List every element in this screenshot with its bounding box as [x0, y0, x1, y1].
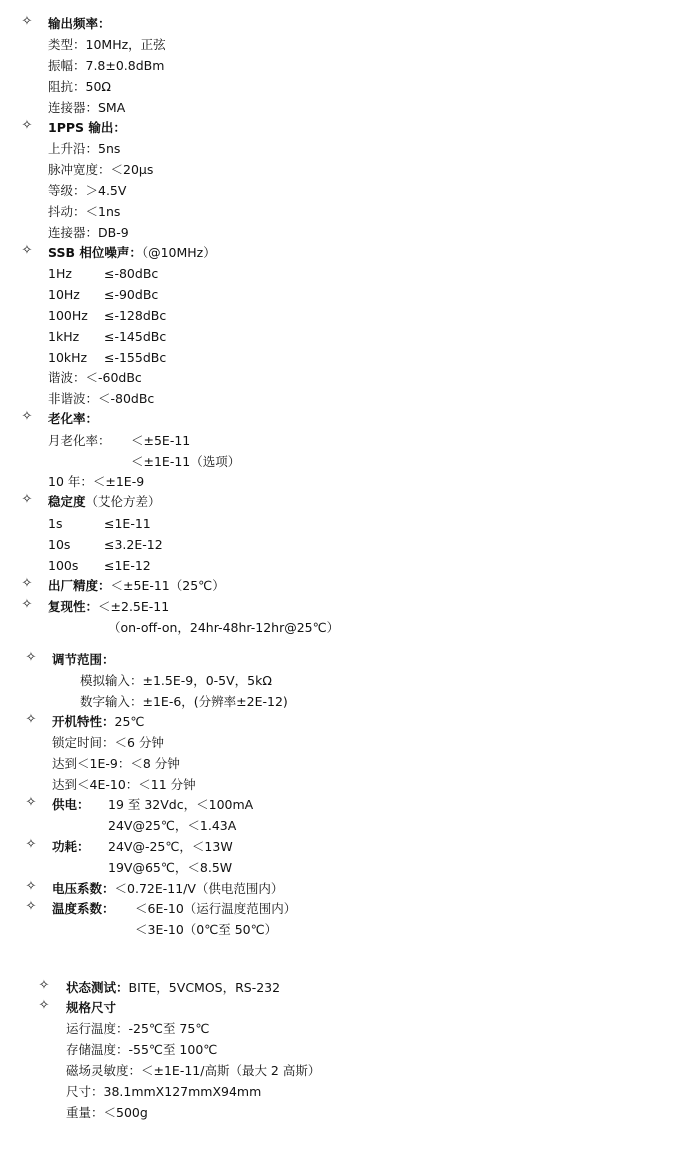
spec-line: 类型：10MHz，正弦: [48, 37, 166, 52]
stability-tau: 10s: [48, 537, 71, 552]
spec-line: 19V@65℃，＜8.5W: [108, 860, 233, 875]
section-title-output-frequency: 输出频率：: [48, 16, 111, 31]
spec-line: 达到＜4E-10：＜11 分钟: [52, 777, 196, 792]
spec-line: 连接器：SMA: [48, 100, 126, 115]
phase-noise-freq: 1Hz: [48, 266, 72, 281]
spec-line: 达到＜1E-9：＜8 分钟: [52, 756, 180, 771]
stability-value: ≤3.2E-12: [104, 537, 163, 552]
phase-noise-value: ≤-80dBc: [104, 266, 159, 281]
bullet-star-icon: ✧: [21, 409, 33, 424]
spec-value: 25℃: [114, 714, 145, 729]
spec-line: 数字输入：±1E-6，(分辨率±2E-12): [80, 694, 288, 709]
spec-line: 振幅：7.8±0.8dBm: [48, 58, 165, 73]
spec-line: 存储温度：-55℃至 100℃: [66, 1042, 218, 1057]
section-title-suffix: （艾伦方差）: [85, 494, 161, 509]
retrace-note: （on-off-on，24hr-48hr-12hr@25℃）: [108, 620, 340, 635]
section-voltage-coefficient: [52, 879, 283, 899]
section-title-ssb-phase-noise: [48, 243, 216, 263]
phase-noise-freq: 10kHz: [48, 350, 88, 365]
spec-line: 模拟输入：±1.5E-9，0-5V，5kΩ: [80, 673, 272, 688]
spec-line: 重量：＜500g: [66, 1105, 148, 1120]
bullet-star-icon: ✧: [21, 597, 33, 612]
section-retrace: [48, 597, 169, 617]
stability-value: ≤1E-12: [104, 558, 151, 573]
bullet-star-icon: ✧: [21, 576, 33, 591]
phase-noise-value: ≤-155dBc: [104, 350, 167, 365]
section-factory-accuracy: [48, 576, 225, 596]
section-title-dimensions: 规格尺寸: [66, 1000, 117, 1015]
section-title-power-supply: 供电：: [52, 797, 90, 812]
phase-noise-freq: 10Hz: [48, 287, 80, 302]
phase-noise-value: ≤-128dBc: [104, 308, 167, 323]
spec-line: 24V@-25℃，＜13W: [108, 839, 233, 854]
spec-line: ＜6E-10（运行温度范围内）: [135, 901, 297, 916]
bullet-star-icon: ✧: [21, 14, 33, 29]
bullet-star-icon: ✧: [25, 795, 37, 810]
spec-line: 谐波：＜-60dBc: [48, 370, 142, 385]
section-title-aging-rate: 老化率：: [48, 411, 99, 426]
spec-line: 脉冲宽度：＜20μs: [48, 162, 154, 177]
bullet-star-icon: ✧: [25, 712, 37, 727]
monthly-aging-option: ＜±1E-11（选项）: [131, 454, 241, 469]
spec-line: 上升沿：5ns: [48, 141, 121, 156]
bullet-star-icon: ✧: [21, 243, 33, 258]
spec-line: 抖动：＜1ns: [48, 204, 121, 219]
bullet-star-icon: ✧: [25, 879, 37, 894]
section-title-text: 开机特性：: [52, 714, 115, 729]
spec-value: ＜±2.5E-11: [98, 599, 170, 614]
bullet-star-icon: ✧: [38, 978, 50, 993]
section-warmup: [52, 712, 144, 732]
section-title-stability: [48, 492, 161, 512]
monthly-aging-value: ＜±5E-11: [131, 433, 191, 448]
spec-value: BITE，5VCMOS，RS-232: [128, 980, 281, 995]
bullet-star-icon: ✧: [38, 998, 50, 1013]
bullet-star-icon: ✧: [25, 837, 37, 852]
section-title-suffix: （@10MHz）: [141, 245, 216, 260]
spec-line: 24V@25℃，＜1.43A: [108, 818, 237, 833]
spec-line: 等级：＞4.5V: [48, 183, 127, 198]
section-title-1pps-output: 1PPS 输出：: [48, 120, 126, 135]
spec-line: 非谐波：＜-80dBc: [48, 391, 155, 406]
section-title-text: 电压系数：: [52, 881, 115, 896]
spec-line: 运行温度：-25℃至 75℃: [66, 1021, 210, 1036]
section-title-text: 出厂精度：: [48, 578, 111, 593]
spec-line: 阻抗：50Ω: [48, 79, 111, 94]
section-title-temperature-coefficient: 温度系数：: [52, 901, 115, 916]
stability-value: ≤1E-11: [104, 516, 151, 531]
phase-noise-value: ≤-90dBc: [104, 287, 159, 302]
bullet-star-icon: ✧: [21, 118, 33, 133]
section-title-adjust-range: 调节范围：: [52, 652, 115, 667]
section-title-text: SSB 相位噪声：: [48, 245, 142, 260]
spec-line: 锁定时间：＜6 分钟: [52, 735, 164, 750]
phase-noise-freq: 1kHz: [48, 329, 80, 344]
bullet-star-icon: ✧: [25, 650, 37, 665]
stability-tau: 1s: [48, 516, 63, 531]
spec-line: 尺寸：38.1mmX127mmX94mm: [66, 1084, 262, 1099]
spec-value: ＜±5E-11（25℃）: [110, 578, 225, 593]
section-title-power-consumption: 功耗：: [52, 839, 90, 854]
stability-tau: 100s: [48, 558, 79, 573]
ten-year-aging: 10 年：＜±1E-9: [48, 474, 145, 489]
spec-line: 连接器：DB-9: [48, 225, 129, 240]
section-title-text: 复现性：: [48, 599, 99, 614]
section-title-text: 状态测试：: [66, 980, 129, 995]
section-status-test: [66, 978, 280, 998]
spec-line: 19 至 32Vdc，＜100mA: [108, 797, 254, 812]
section-title-text: 稳定度: [48, 494, 86, 509]
spec-line: ＜3E-10（0℃至 50℃）: [135, 922, 278, 937]
spec-value: ＜0.72E-11/V（供电范围内）: [114, 881, 284, 896]
phase-noise-value: ≤-145dBc: [104, 329, 167, 344]
bullet-star-icon: ✧: [21, 492, 33, 507]
phase-noise-freq: 100Hz: [48, 308, 88, 323]
bullet-star-icon: ✧: [25, 899, 37, 914]
monthly-aging-label: 月老化率：: [48, 433, 111, 448]
spec-line: 磁场灵敏度：＜±1E-11/高斯（最大 2 高斯）: [66, 1063, 321, 1078]
